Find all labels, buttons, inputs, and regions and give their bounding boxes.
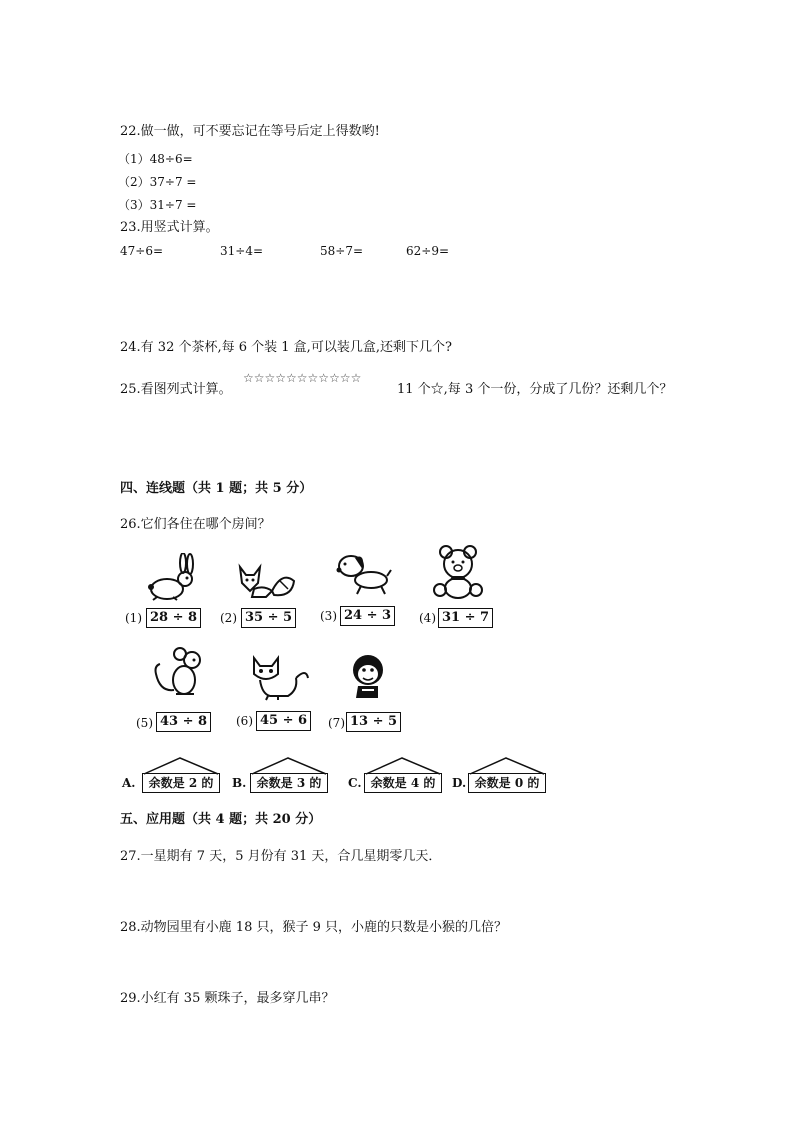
fox-icon [234,553,294,605]
q22-item-3: （3）31÷7 = [118,198,197,212]
house-d-letter: D. [452,776,467,790]
q26-expr-7[interactable]: 13 ÷ 5 [346,712,401,732]
section5-title: 五、应用题（共 4 题；共 20 分） [120,812,322,827]
q26-label-7: (7) [328,716,345,730]
q29-title: 29.小红有 35 颗珠子，最多穿几串？ [120,991,335,1006]
q26-title: 26.它们各住在哪个房间？ [120,517,271,532]
q23-calc-3: 58÷7= [320,244,364,258]
section4-title: 四、连线题（共 1 题；共 5 分） [120,481,313,496]
q26-label-3: (3) [320,609,337,623]
house-c[interactable] [364,756,444,794]
q22-item-2: （2）37÷7 = [118,175,197,189]
q26-expr-1[interactable]: 28 ÷ 8 [146,608,201,628]
q24-title: 24.有 32 个茶杯,每 6 个装 1 盒,可以装几盒,还剩下几个? [120,340,452,355]
q22-title: 22.做一做，可不要忘记在等号后定上得数哟! [120,124,380,139]
q23-calc-1: 47÷6= [120,244,164,258]
q23-calc-2: 31÷4= [220,244,264,258]
q26-expr-2[interactable]: 35 ÷ 5 [241,608,296,628]
q26-label-6: (6) [236,714,253,728]
q26-expr-4[interactable]: 31 ÷ 7 [438,608,493,628]
q26-label-2: (2) [220,611,237,625]
house-c-label: 余数是 4 的 [364,773,442,793]
house-b[interactable] [250,756,330,794]
q25-stars: ☆☆☆☆☆☆☆☆☆☆☆ [243,371,362,385]
q26-label-1: (1) [125,611,142,625]
dog-icon [333,548,393,600]
q25-prefix: 25.看图列式计算。 [120,382,232,397]
bear-icon [430,544,490,596]
q26-label-4: (4) [419,611,436,625]
rabbit-icon [143,553,203,605]
house-c-letter: C. [348,776,362,790]
house-a-letter: A. [122,776,136,790]
cat-icon [248,652,308,704]
q23-calc-4: 62÷9= [406,244,450,258]
q26-label-5: (5) [136,716,153,730]
mouse-icon [150,646,210,698]
house-a[interactable] [142,756,222,794]
q23-title: 23.用竖式计算。 [120,220,219,235]
house-b-letter: B. [232,776,247,790]
q25-suffix: 11 个☆,每 3 个一份，分成了几份？还剩几个？ [397,382,673,397]
house-a-label: 余数是 2 的 [142,773,220,793]
monkey-icon [346,652,406,704]
house-d[interactable] [468,756,548,794]
q26-expr-3[interactable]: 24 ÷ 3 [340,606,395,626]
q26-expr-6[interactable]: 45 ÷ 6 [256,711,311,731]
q26-expr-5[interactable]: 43 ÷ 8 [156,712,211,732]
q28-title: 28.动物园里有小鹿 18 只，猴子 9 只，小鹿的只数是小猴的几倍？ [120,920,508,935]
house-b-label: 余数是 3 的 [250,773,328,793]
q22-item-1: （1）48÷6= [118,152,193,166]
q27-title: 27.一星期有 7 天，5 月份有 31 天，合几星期零几天． [120,849,442,864]
house-d-label: 余数是 0 的 [468,773,546,793]
